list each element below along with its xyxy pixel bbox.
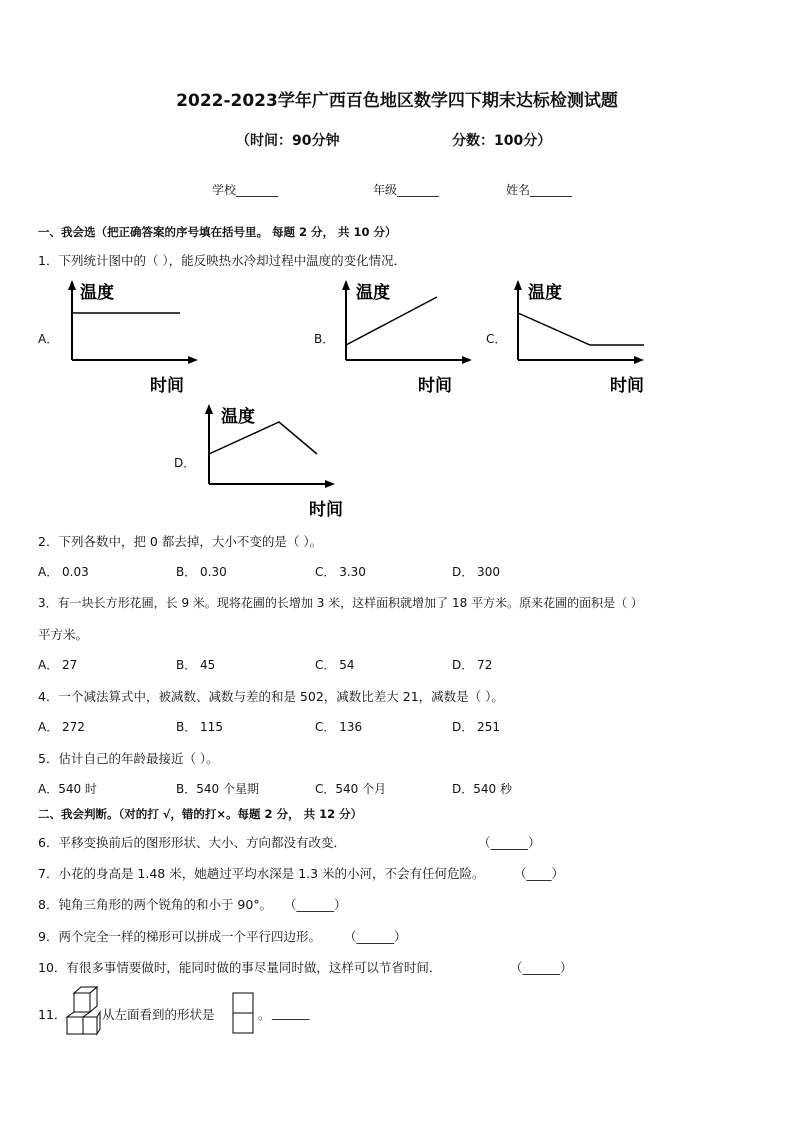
question-3-cont: 平方米。 [38, 627, 89, 642]
q3-option-c[interactable]: C． 54 [315, 658, 355, 672]
graph-a-x-arrow [188, 356, 198, 364]
graph-d-x-label: 时间 [309, 500, 343, 520]
question-2: 2．下列各数中，把 0 都去掉，大小不变的是（ ）。 [38, 534, 323, 549]
graph-d-label[interactable]: D． [174, 456, 196, 470]
question-9: 9．两个完全一样的梯形可以拼成一个平行四边形。 [38, 929, 321, 944]
graph-c-x-label: 时间 [610, 376, 644, 396]
cube-stack-svg [66, 986, 102, 1036]
q5-option-d[interactable]: D．540 秒 [452, 782, 512, 796]
q2-option-c[interactable]: C． 3.30 [315, 565, 366, 579]
question-10: 10．有很多事情要做时，能同时做的事尽量同时做，这样可以节省时间． [38, 960, 442, 975]
graph-a-y-arrow [68, 280, 76, 290]
bottom-right-cube-front-face [83, 1017, 97, 1034]
graph-b-y-arrow [342, 280, 350, 290]
graph-d-y-label: 温度 [221, 407, 255, 427]
q8-answer-blank[interactable]: （______） [284, 897, 347, 912]
question-11-end: 。 [258, 1007, 271, 1022]
q4-option-b[interactable]: B． 115 [176, 720, 223, 734]
left-view-upper-square [233, 993, 253, 1013]
time-info: （时间：90分钟 [236, 133, 340, 149]
bottom-left-cube-top-face [67, 1012, 90, 1017]
q2-option-b[interactable]: B． 0.30 [176, 565, 227, 579]
graph-a-svg [60, 278, 210, 398]
q11-answer-blank[interactable]: ______ [272, 1005, 310, 1020]
q5-option-b[interactable]: B．540 个星期 [176, 782, 259, 796]
q3-option-b[interactable]: B． 45 [176, 658, 216, 672]
question-5: 5．估计自己的年龄最接近（ ）。 [38, 751, 219, 766]
left-view-figure [232, 992, 254, 1034]
graph-a [60, 278, 210, 398]
graph-b [334, 278, 484, 398]
graph-d [197, 402, 347, 522]
graph-b-y-label: 温度 [356, 283, 390, 303]
top-cube-front-face [74, 993, 90, 1012]
left-view-svg [232, 992, 254, 1034]
q4-option-d[interactable]: D． 251 [452, 720, 500, 734]
graph-c-label[interactable]: C． [486, 332, 507, 346]
q5-option-c[interactable]: C．540 个月 [315, 782, 387, 796]
school-field[interactable]: 学校_______ [212, 183, 279, 197]
q7-answer-blank[interactable]: （____） [514, 866, 565, 881]
graph-b-svg [334, 278, 484, 398]
graph-c-y-label: 温度 [528, 283, 562, 303]
question-11-text: 从左面看到的形状是 [102, 1007, 215, 1022]
page-title: 2022-2023学年广西百色地区数学四下期末达标检测试题 [176, 91, 618, 111]
section-2-heading: 二、我会判断。（对的打 √，错的打×。每题 2 分， 共 12 分） [38, 807, 363, 821]
graph-a-label[interactable]: A． [38, 332, 59, 346]
question-6: 6．平移变换前后的图形形状、大小、方向都没有改变． [38, 835, 346, 850]
graph-d-y-arrow [205, 404, 213, 414]
graph-b-x-arrow [462, 356, 472, 364]
graph-d-x-arrow [325, 480, 335, 488]
question-8: 8．钝角三角形的两个锐角的和小于 90°。 [38, 897, 273, 912]
graph-b-label[interactable]: B． [314, 332, 335, 346]
cube-stack-figure [66, 986, 102, 1036]
q10-answer-blank[interactable]: （______） [510, 960, 573, 975]
left-view-lower-square [233, 1013, 253, 1033]
grade-field[interactable]: 年级_______ [373, 183, 440, 197]
q5-option-a[interactable]: A．540 时 [38, 782, 97, 796]
graph-a-y-label: 温度 [80, 283, 114, 303]
section-1-heading: 一、我会选（把正确答案的序号填在括号里。 每题 2 分， 共 10 分） [38, 225, 397, 239]
graph-a-x-label: 时间 [150, 376, 184, 396]
graph-c-svg [506, 278, 656, 398]
graph-d-svg [197, 402, 347, 522]
graph-c [506, 278, 656, 398]
graph-b-line [346, 297, 437, 345]
question-11-number: 11． [38, 1007, 67, 1022]
bottom-cube-side-face [97, 1012, 100, 1034]
bottom-left-cube-front-face [67, 1017, 83, 1034]
q9-answer-blank[interactable]: （______） [344, 929, 407, 944]
question-7: 7．小花的身高是 1.48 米，她趟过平均水深是 1.3 米的小河，不会有任何危险。 [38, 866, 485, 881]
q2-option-a[interactable]: A． 0.03 [38, 565, 89, 579]
q4-option-c[interactable]: C． 136 [315, 720, 363, 734]
graph-c-y-arrow [514, 280, 522, 290]
question-4: 4．一个减法算式中，被减数、减数与差的和是 502，减数比差大 21，减数是（ ）。 [38, 689, 504, 704]
q2-option-d[interactable]: D． 300 [452, 565, 500, 579]
q4-option-a[interactable]: A． 272 [38, 720, 85, 734]
question-3: 3．有一块长方形花圃，长 9 米。现将花圃的长增加 3 米，这样面积就增加了 18 平方米。原来花圃的面积是（ ） [38, 596, 643, 610]
graph-c-line [518, 313, 644, 345]
q6-answer-blank[interactable]: （______） [478, 835, 541, 850]
graph-b-x-label: 时间 [418, 376, 452, 396]
q3-option-a[interactable]: A． 27 [38, 658, 78, 672]
name-field[interactable]: 姓名_______ [506, 183, 573, 197]
question-1: 1．下列统计图中的（ ），能反映热水冷却过程中温度的变化情况． [38, 253, 407, 268]
score-info: 分数：100分） [452, 133, 552, 149]
graph-c-x-arrow [634, 356, 644, 364]
q3-option-d[interactable]: D． 72 [452, 658, 493, 672]
